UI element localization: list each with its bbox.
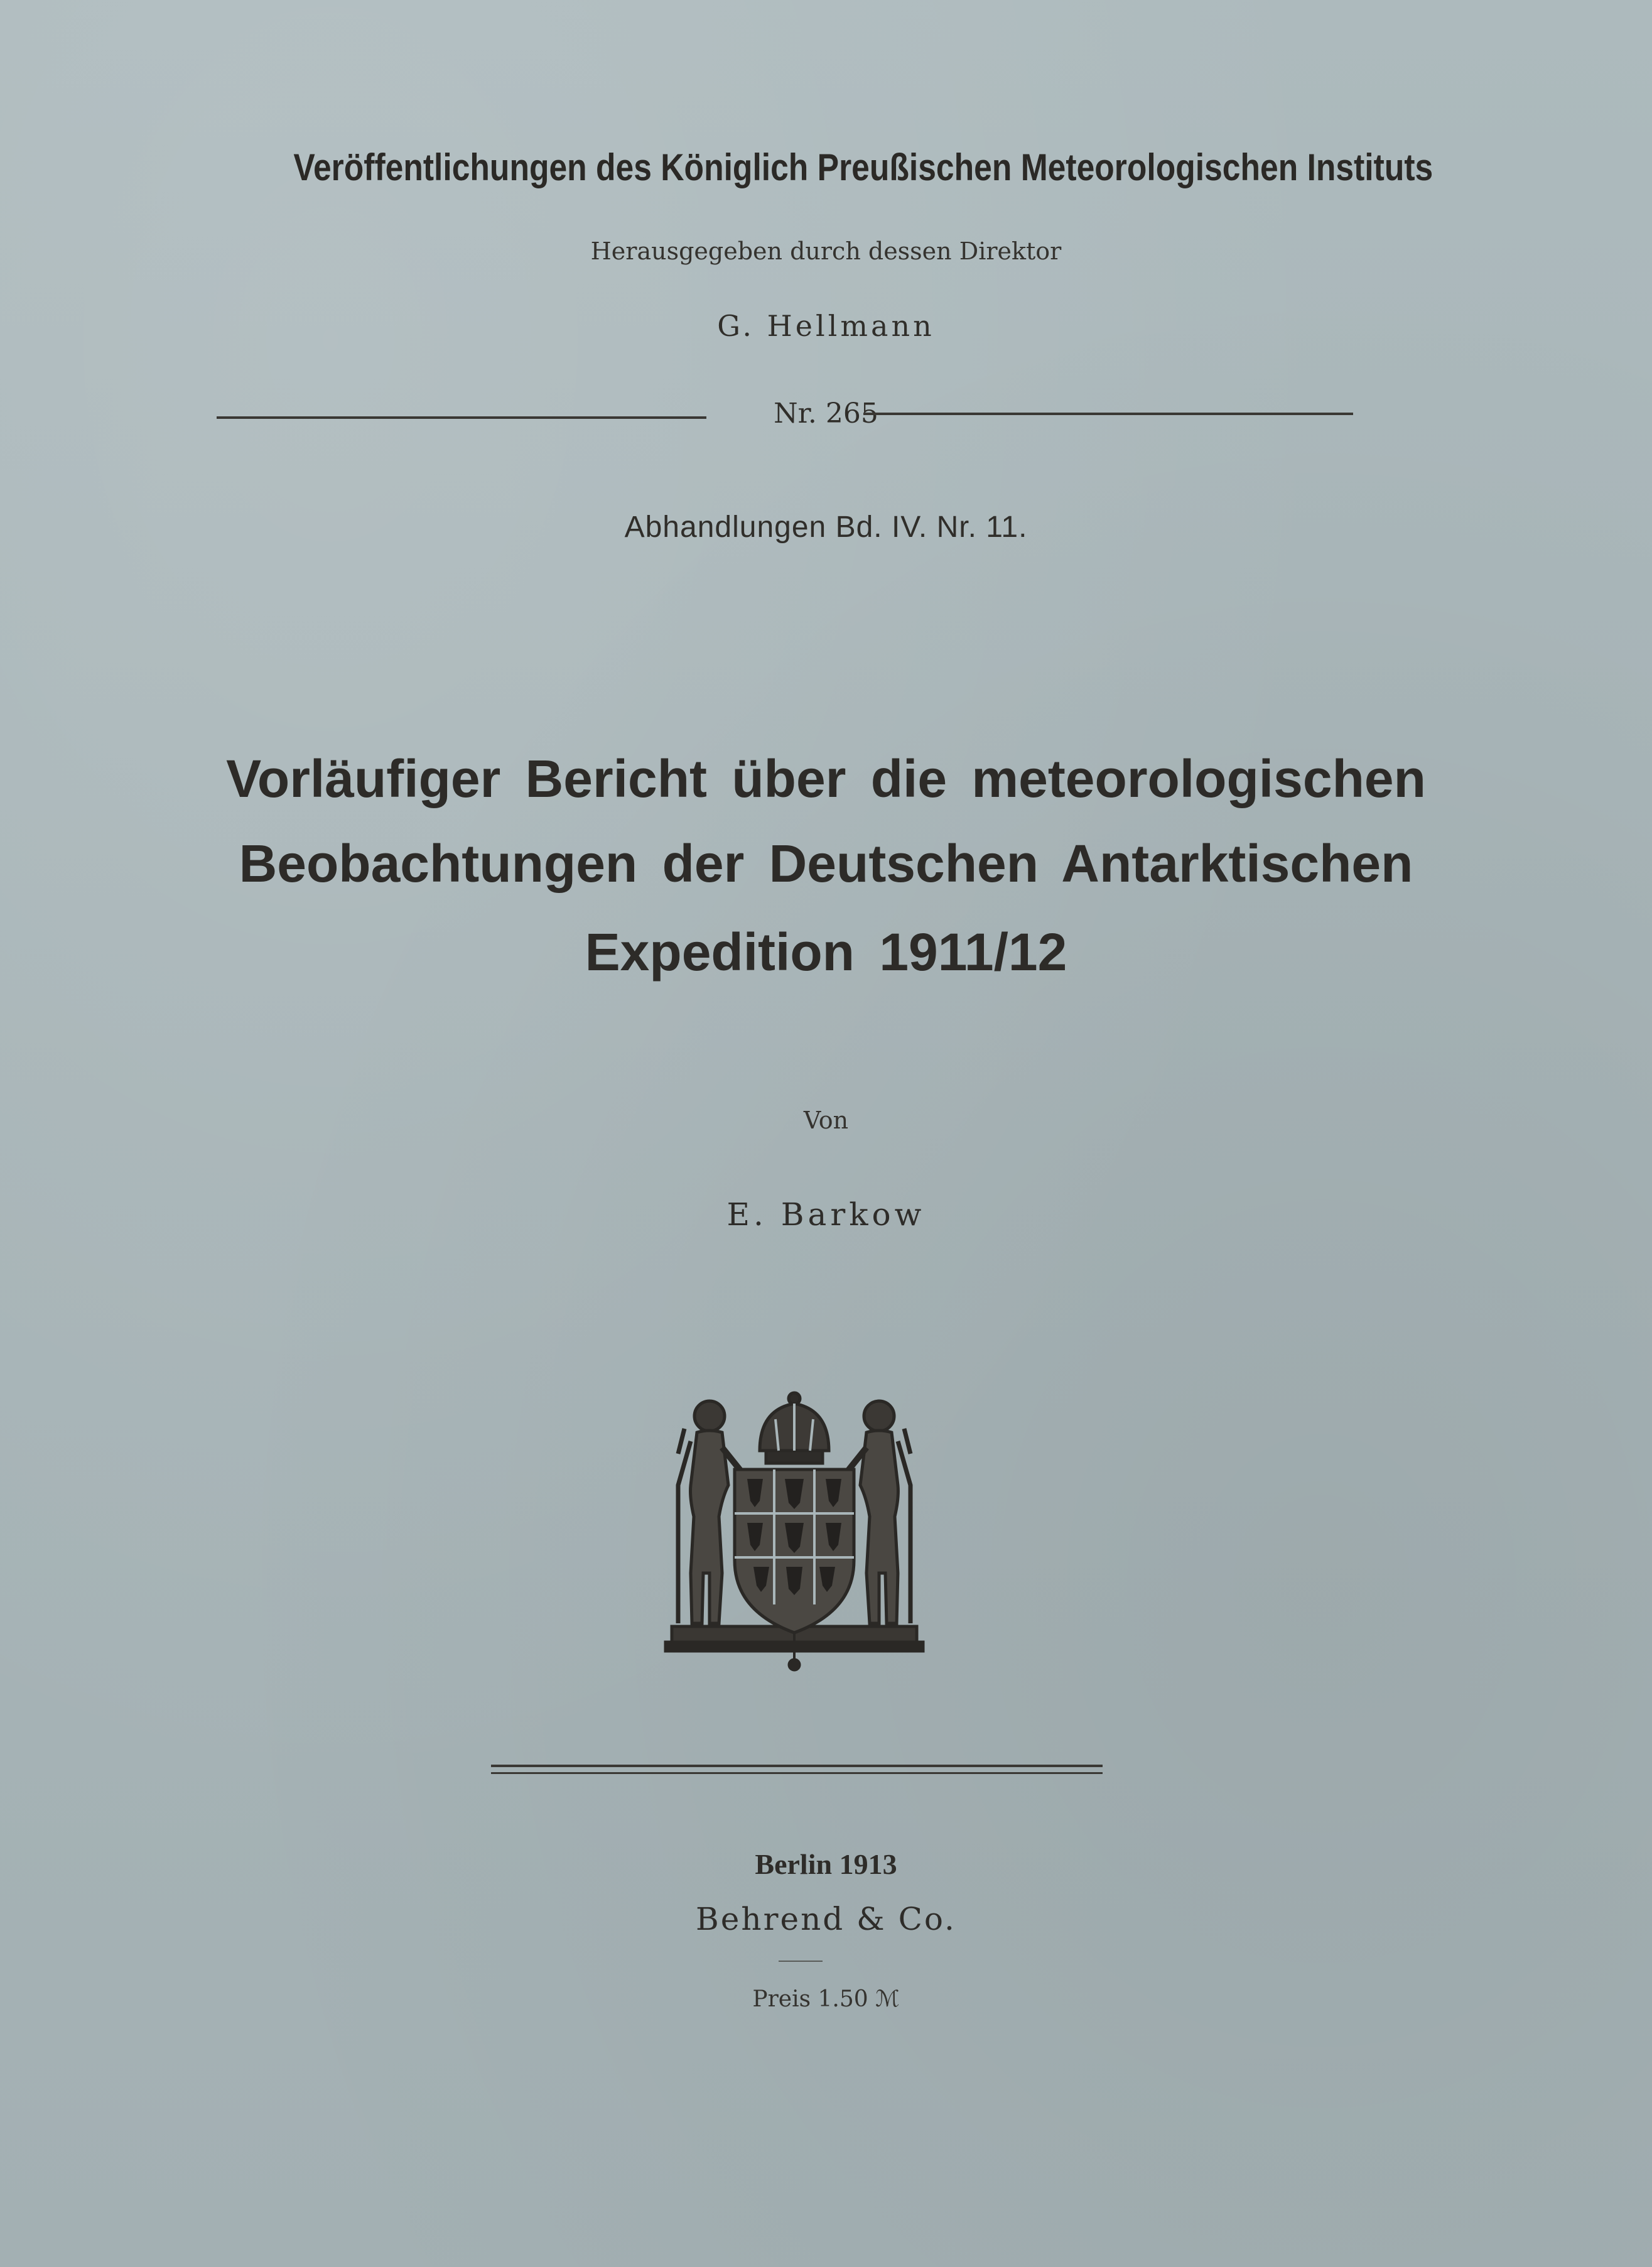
series-title: Veröffentlichungen des Königlich Preußischen Meteorologischen Instituts xyxy=(293,146,1433,188)
bottom-rule-thick xyxy=(491,1765,1103,1767)
editor-name: G. Hellmann xyxy=(717,309,935,343)
volume-info: Abhandlungen Bd. IV. Nr. 11. xyxy=(624,511,1028,544)
number-rule-right xyxy=(863,413,1353,415)
publisher-name: Behrend & Co. xyxy=(696,1901,956,1937)
title-line-1: Vorläufiger Bericht über die meteorologischen xyxy=(226,749,1426,808)
bottom-rule-thin xyxy=(491,1772,1103,1774)
place-and-year: Berlin 1913 xyxy=(755,1848,897,1880)
title-line-2: Beobachtungen der Deutschen Antarktischen xyxy=(239,834,1413,893)
byline-von: Von xyxy=(803,1106,849,1134)
price: Preis 1.50 ℳ xyxy=(752,1986,900,2012)
prussian-coat-of-arms-icon xyxy=(659,1391,929,1674)
price-divider xyxy=(779,1961,823,1962)
editor-note: Herausgegeben durch dessen Direktor xyxy=(590,237,1062,265)
publication-number: Nr. 265 xyxy=(774,398,878,430)
author-name: E. Barkow xyxy=(726,1196,926,1233)
title-line-3: Expedition 1911/12 xyxy=(585,922,1067,982)
